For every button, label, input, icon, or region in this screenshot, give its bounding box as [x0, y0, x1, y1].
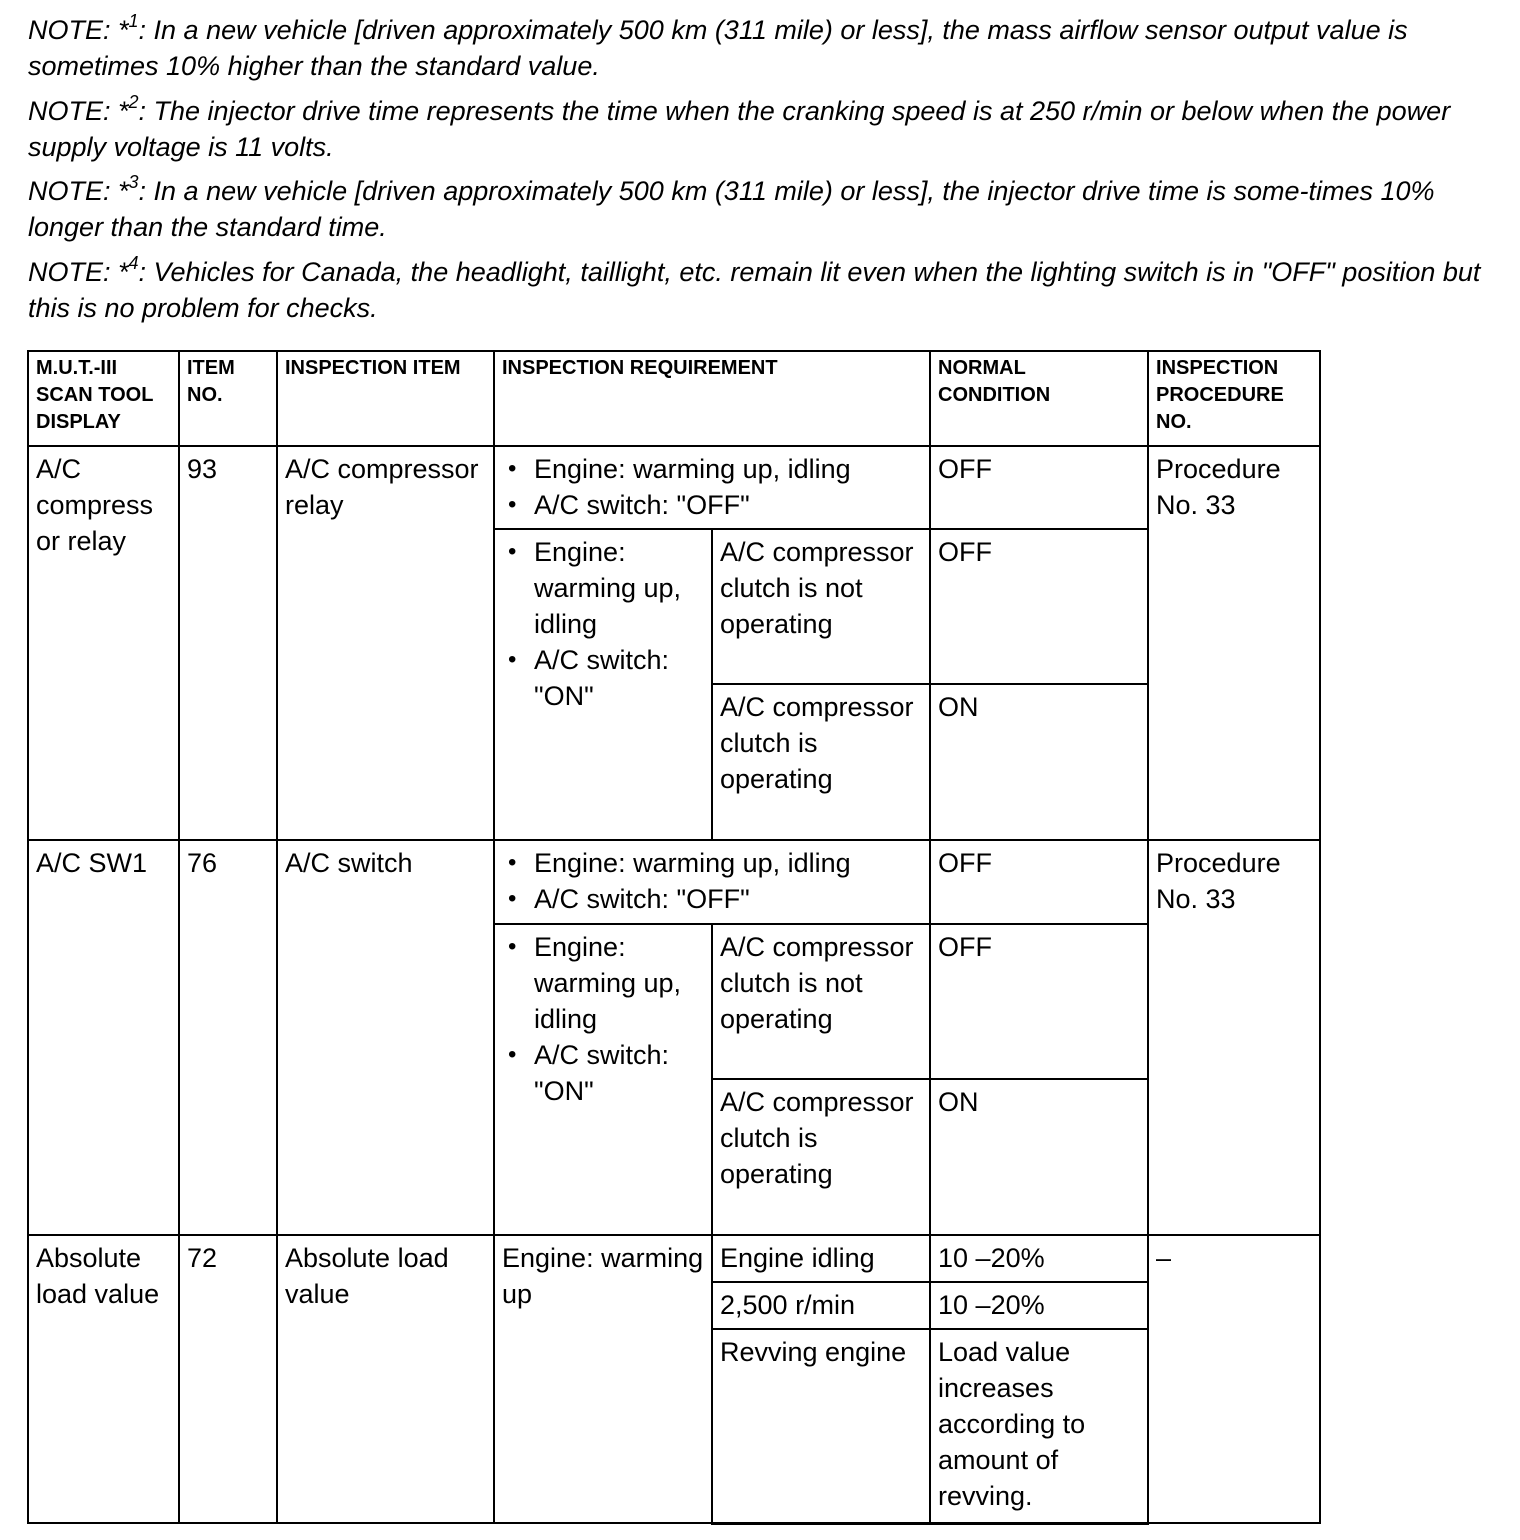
cell-normal: OFF [930, 840, 1148, 924]
inspection-table [27, 350, 1321, 1525]
cell-requirement [494, 529, 712, 840]
requirement-bullet: • Engine: warming up, idling [502, 451, 922, 487]
table-row [28, 840, 1320, 924]
table-row [28, 446, 1320, 529]
cell-requirement [494, 840, 930, 924]
note-2: NOTE: *$^2$: The injector drive time represents the time when the cranking speed is at 250 r/min or below when the power supply voltage is 11 volts. [28, 92, 1451, 162]
cell-condition: A/C compressor clutch is operating [712, 1079, 930, 1235]
cell-display: Absolute load value [28, 1235, 179, 1523]
cell-display: A/C compress or relay [28, 446, 179, 840]
cell-normal: ON [930, 1079, 1148, 1235]
requirement-bullet: • Engine: warming up, idling [502, 534, 704, 642]
header-inspection-requirement: INSPECTION REQUIREMENT [494, 351, 930, 446]
cell-condition: A/C compressor clutch is not operating [712, 529, 930, 684]
header-item-no: ITEM NO. [179, 351, 277, 446]
cell-requirement [494, 924, 712, 1235]
cell-procedure: Procedure No. 33 [1148, 840, 1320, 1235]
note-4: NOTE: *$^4$: Vehicles for Canada, the headlight, taillight, etc. remain lit even when the lighting switch is in "OFF" position but this is no problem for checks. [28, 253, 1481, 323]
cell-condition: Engine idling [712, 1235, 930, 1282]
cell-requirement: Engine: warming up [494, 1235, 712, 1523]
cell-procedure: – [1148, 1235, 1320, 1523]
cell-normal: OFF [930, 446, 1148, 529]
cell-normal: OFF [930, 529, 1148, 684]
cell-item-no: 72 [179, 1235, 277, 1523]
cell-condition: A/C compressor clutch is operating [712, 684, 930, 840]
cell-normal: Load value increases according to amount of revving. [930, 1329, 1148, 1523]
note-1: NOTE: *$^1$: In a new vehicle [driven approximately 500 km (311 mile) or less], the mass airflow sensor output value is sometimes 10% higher than the standard value. [28, 11, 1408, 81]
cell-condition: Revving engine [712, 1329, 930, 1523]
requirement-bullet: • A/C switch: "ON" [502, 642, 704, 714]
note-3: NOTE: *$^3$: In a new vehicle [driven approximately 500 km (311 mile) or less], the injector drive time is some-times 10% longer than the standard time. [28, 172, 1435, 242]
cell-requirement [494, 446, 930, 529]
header-normal-condition: NORMAL CONDITION [930, 351, 1148, 446]
cell-display: A/C SW1 [28, 840, 179, 1235]
header-inspection-item: INSPECTION ITEM [277, 351, 494, 446]
cell-normal: ON [930, 684, 1148, 840]
cell-item-no: 93 [179, 446, 277, 840]
requirement-bullet: • Engine: warming up, idling [502, 845, 922, 881]
cell-condition: A/C compressor clutch is not operating [712, 924, 930, 1079]
cell-item-no: 76 [179, 840, 277, 1235]
requirement-bullet: • A/C switch: "OFF" [502, 487, 922, 523]
requirement-bullet: • A/C switch: "ON" [502, 1037, 704, 1109]
cell-normal: 10 –20% [930, 1235, 1148, 1282]
cell-normal: OFF [930, 924, 1148, 1079]
table-header-row [28, 351, 1320, 446]
cell-normal: 10 –20% [930, 1282, 1148, 1329]
cell-procedure: Procedure No. 33 [1148, 446, 1320, 840]
requirement-bullet: • A/C switch: "OFF" [502, 881, 922, 917]
cell-condition: 2,500 r/min [712, 1282, 930, 1329]
header-procedure-no: INSPECTION PROCEDURE NO. [1148, 351, 1320, 446]
requirement-bullet: • Engine: warming up, idling [502, 929, 704, 1037]
table-row [28, 1235, 1320, 1282]
cell-inspection-item: Absolute load value [277, 1235, 494, 1523]
cell-inspection-item: A/C compressor relay [277, 446, 494, 840]
header-scan-tool-display: M.U.T.-III SCAN TOOL DISPLAY [28, 351, 179, 446]
cell-inspection-item: A/C switch [277, 840, 494, 1235]
